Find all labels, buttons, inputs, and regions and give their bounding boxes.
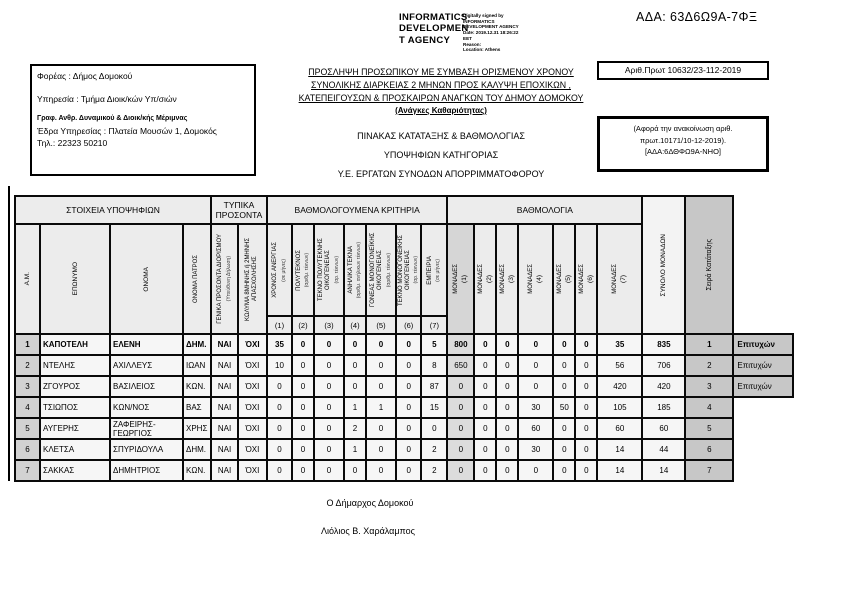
score-1-cell: 800 (447, 334, 474, 355)
score-1-cell: 0 (447, 397, 474, 418)
criterion-1-cell: 0 (267, 376, 292, 397)
score-4-cell: 0 (518, 355, 553, 376)
signature-agency-line: T AGENCY (399, 34, 451, 46)
criterion-1-cell: 35 (267, 334, 292, 355)
criterion-4-cell: 1 (344, 397, 366, 418)
column-label: ΕΠΩΝΥΜΟ (71, 262, 79, 296)
name-cell: ΑΧΙΛΛΕΥΣ (110, 355, 183, 376)
score-4-cell: 30 (518, 439, 553, 460)
signature-agency-line: INFORMATICS (399, 12, 468, 23)
score-3-cell: 0 (496, 334, 518, 355)
score-3-cell: 0 (496, 355, 518, 376)
criterion-7-cell: 8 (421, 355, 447, 376)
criterion-1-cell: 0 (267, 418, 292, 439)
criterion-4-cell: 1 (344, 439, 366, 460)
column-sublabel: (αριθμ. τέκνων) (385, 252, 392, 288)
column-header-rank (685, 196, 733, 334)
criterion-7-cell: 5 (421, 334, 447, 355)
signature-agency-name (399, 12, 469, 46)
column-number: (1) (461, 275, 469, 283)
criterion-4-cell: 2 (344, 418, 366, 439)
criterion-number: (6) (396, 316, 421, 334)
column-header-score-5 (553, 224, 575, 334)
score-7-cell: 56 (597, 355, 642, 376)
category-title: ΥΠΟΨΗΦΙΩΝ ΚΑΤΗΓΟΡΙΑΣ (383, 149, 499, 160)
table-row (15, 418, 793, 439)
am-cell: 4 (15, 397, 40, 418)
column-number: (5) (564, 275, 572, 283)
signature-detail-line: EET (463, 35, 472, 41)
criterion-1-cell: 0 (267, 439, 292, 460)
column-header-score-2 (474, 224, 496, 334)
rank-cell: 3 (685, 376, 733, 397)
column-header-general-qualifications (211, 224, 238, 334)
criterion-7-cell: 2 (421, 460, 447, 481)
status-cell: Επιτυχών (733, 334, 793, 355)
score-7-cell: 14 (597, 460, 642, 481)
criterion-2-cell: 0 (292, 460, 314, 481)
rank-cell: 5 (685, 418, 733, 439)
column-label: ΟΝΟΜΑ (143, 266, 150, 292)
table-row (15, 355, 793, 376)
father-name-cell: ΚΩΝ. (183, 376, 211, 397)
column-label: ΤΕΚΝΟ ΠΟΛΥΤΕΚΝΗΣ ΟΙΚΟΓΕΝΕΙΑΣ (318, 238, 332, 302)
name-cell: ΒΑΣΙΛΕΙΟΣ (110, 376, 183, 397)
reference-line-3: [ΑΔΑ:6ΔΘΦΩ9Α-ΝΗΟ] (644, 147, 722, 157)
score-5-cell: 0 (553, 460, 575, 481)
score-2-cell: 0 (474, 397, 496, 418)
score-6-cell: 0 (575, 439, 597, 460)
empty-cell (733, 397, 793, 418)
criterion-5-cell: 0 (366, 355, 396, 376)
score-7-cell: 60 (597, 418, 642, 439)
score-4-cell: 0 (518, 334, 553, 355)
column-sublabel: (σε μήνες) (435, 258, 442, 282)
criterion-4-cell: 0 (344, 355, 366, 376)
score-2-cell: 0 (474, 418, 496, 439)
score-3-cell: 0 (496, 439, 518, 460)
general-qualifications-cell: ΝΑΙ (211, 397, 238, 418)
am-cell: 1 (15, 334, 40, 355)
title-block (276, 66, 606, 179)
table-row (15, 439, 793, 460)
column-number: (3) (507, 275, 515, 283)
column-sublabel: (Υπεύθυνη Δήλωση) (225, 256, 232, 302)
signature-detail-line: DEVELOPMENT AGENCY (463, 24, 519, 30)
name-cell: ΕΛΕΝΗ (110, 334, 183, 355)
am-cell: 5 (15, 418, 40, 439)
criterion-6-cell: 0 (396, 418, 421, 439)
surname-cell: ΝΤΕΛΗΣ (40, 355, 110, 376)
score-1-cell: 0 (447, 460, 474, 481)
column-header-criterion-4 (344, 224, 366, 316)
table-row (15, 460, 793, 481)
criterion-3-cell: 0 (314, 334, 344, 355)
surname-cell: ΑΥΓΕΡΗΣ (40, 418, 110, 439)
surname-cell: ΚΛΕΤΣΑ (40, 439, 110, 460)
name-cell: ΣΠΥΡΙΔΟΥΛΑ (110, 439, 183, 460)
column-label: ΜΟΝΑΔΕΣ (499, 264, 506, 294)
score-5-cell: 0 (553, 418, 575, 439)
column-number: (2) (485, 275, 493, 283)
score-6-cell: 0 (575, 376, 597, 397)
group-header-qualifications: ΤΥΠΙΚΑ ΠΡΟΣΟΝΤΑ (211, 196, 267, 224)
score-3-cell: 0 (496, 460, 518, 481)
criterion-5-cell: 0 (366, 460, 396, 481)
score-5-cell: 0 (553, 334, 575, 355)
criterion-3-cell: 0 (314, 397, 344, 418)
criterion-number: (4) (344, 316, 366, 334)
criterion-2-cell: 0 (292, 397, 314, 418)
group-header-criteria: ΒΑΘΜΟΛΟΓΟΥΜΕΝΑ ΚΡΙΤΗΡΙΑ (267, 196, 447, 224)
column-number: (7) (620, 275, 628, 283)
am-cell: 3 (15, 376, 40, 397)
criterion-1-cell: 10 (267, 355, 292, 376)
signer-title: Ο Δήμαρχος Δομοκού (326, 498, 414, 508)
column-header-surname (40, 224, 110, 334)
column-header-criterion-7 (421, 224, 447, 316)
surname-cell: ΚΑΠΟΤΕΛΗ (40, 334, 110, 355)
column-label: ΜΟΝΑΔΕΣ (528, 264, 535, 294)
criterion-6-cell: 0 (396, 334, 421, 355)
rank-cell: 2 (685, 355, 733, 376)
surname-cell: ΣΑΚΚΑΣ (40, 460, 110, 481)
score-6-cell: 0 (575, 418, 597, 439)
criterion-4-cell: 0 (344, 334, 366, 355)
column-number: (6) (586, 275, 594, 283)
group-header-scores: ΒΑΘΜΟΛΟΓΙΑ (447, 196, 642, 224)
criterion-3-cell: 0 (314, 439, 344, 460)
score-1-cell: 0 (447, 418, 474, 439)
criterion-3-cell: 0 (314, 355, 344, 376)
table-row (15, 397, 793, 418)
criterion-number: (3) (314, 316, 344, 334)
column-label: ΕΜΠΕΙΡΙΑ (427, 255, 434, 285)
rank-cell: 7 (685, 460, 733, 481)
criterion-2-cell: 0 (292, 376, 314, 397)
title-line-3: ΚΑΤΕΠΕΙΓΟΥΣΩΝ & ΠΡΟΣΚΑΙΡΩΝ ΑΝΑΓΚΩΝ ΤΟΥ ΔΗΜΟΥ ΔΟΜΟΚΟΥ (298, 93, 584, 104)
impediment-cell: ΌΧΙ (238, 439, 267, 460)
criterion-number: (7) (421, 316, 447, 334)
column-sublabel: (αρ. τέκνων) (413, 256, 420, 284)
total-score-cell: 60 (642, 418, 685, 439)
group-header-row (15, 196, 793, 224)
general-qualifications-cell: ΝΑΙ (211, 418, 238, 439)
column-number: (4) (536, 275, 544, 283)
column-label: ΑΝΗΛΙΚΑ ΤΕΚΝΑ (347, 246, 354, 294)
criterion-2-cell: 0 (292, 439, 314, 460)
am-cell: 2 (15, 355, 40, 376)
column-label: ΜΟΝΑΔΕΣ (477, 264, 484, 294)
status-cell: Επιτυχών (733, 355, 793, 376)
total-score-cell: 14 (642, 460, 685, 481)
column-label: ΜΟΝΑΔΕΣ (556, 264, 563, 294)
column-label: ΜΟΝΑΔΕΣ (612, 264, 619, 294)
empty-header-cell (733, 196, 793, 334)
criterion-6-cell: 0 (396, 376, 421, 397)
criterion-1-cell: 0 (267, 397, 292, 418)
column-label: Α.Μ. (24, 272, 31, 286)
ranking-table-container (14, 195, 794, 482)
column-header-impediment (238, 224, 267, 334)
signature-detail-line: Location: Athens (463, 47, 501, 53)
name-cell: ΖΑΦΕΙΡΗΣ-ΓΕΩΡΓΙΟΣ (110, 418, 183, 439)
column-label: ΚΩΛΥΜΑ 8ΜΗΝΗΣ ή 2ΜΗΝΗΣ ΑΠΑΣΧΟΛΗΣΗΣ (245, 237, 259, 321)
score-3-cell: 0 (496, 376, 518, 397)
score-1-cell: 0 (447, 376, 474, 397)
father-name-cell: ΙΩΑΝ (183, 355, 211, 376)
empty-cell (733, 460, 793, 481)
score-1-cell: 0 (447, 439, 474, 460)
score-2-cell: 0 (474, 334, 496, 355)
score-4-cell: 0 (518, 460, 553, 481)
criterion-5-cell: 0 (366, 334, 396, 355)
am-cell: 7 (15, 460, 40, 481)
column-header-score-1 (447, 224, 474, 334)
column-label: ΜΟΝΑΔΕΣ (453, 264, 460, 294)
column-label: Σειρά Κατάταξης (705, 239, 713, 291)
column-header-criterion-3 (314, 224, 344, 316)
score-7-cell: 35 (597, 334, 642, 355)
score-6-cell: 0 (575, 355, 597, 376)
empty-cell (733, 439, 793, 460)
org-phone: Τηλ.: 22323 50210 (37, 138, 108, 148)
score-1-cell: 650 (447, 355, 474, 376)
ranking-table (14, 195, 794, 482)
column-label: ΜΟΝΑΔΕΣ (578, 264, 585, 294)
score-4-cell: 0 (518, 376, 553, 397)
status-cell: Επιτυχών (733, 376, 793, 397)
score-2-cell: 0 (474, 355, 496, 376)
org-address: Έδρα Υπηρεσίας : Πλατεία Μουσών 1, Δομοκός (37, 126, 217, 136)
criterion-6-cell: 0 (396, 355, 421, 376)
column-header-criterion-6 (396, 224, 421, 316)
score-4-cell: 30 (518, 397, 553, 418)
general-qualifications-cell: ΝΑΙ (211, 376, 238, 397)
father-name-cell: ΧΡΗΣ (183, 418, 211, 439)
column-header-am (15, 224, 40, 334)
criterion-6-cell: 0 (396, 439, 421, 460)
impediment-cell: ΌΧΙ (238, 397, 267, 418)
specialty-title: Υ.Ε. ΕΡΓΑΤΩΝ ΣΥΝΟΔΩΝ ΑΠΟΡΡΙΜΜΑΤΟΦΟΡΟΥ (337, 168, 545, 179)
total-score-cell: 420 (642, 376, 685, 397)
impediment-cell: ΌΧΙ (238, 334, 267, 355)
rank-cell: 4 (685, 397, 733, 418)
total-score-cell: 706 (642, 355, 685, 376)
father-name-cell: ΔΗΜ. (183, 439, 211, 460)
criterion-4-cell: 0 (344, 460, 366, 481)
column-header-score-6 (575, 224, 597, 334)
column-sublabel: (αρ. τέκνων) (333, 256, 340, 284)
score-7-cell: 420 (597, 376, 642, 397)
rank-cell: 1 (685, 334, 733, 355)
criterion-6-cell: 0 (396, 460, 421, 481)
score-6-cell: 0 (575, 334, 597, 355)
column-label: ΠΟΛΥΤΕΚΝΟΣ (295, 249, 302, 291)
signature-detail-line: Date: 2019.12.31 18:26:22 (463, 30, 519, 36)
general-qualifications-cell: ΝΑΙ (211, 460, 238, 481)
reference-box (597, 116, 769, 172)
signature-detail-line: Reason: (463, 41, 482, 47)
reference-line-1: (Αφορά την ανακοίνωση αριθ. (633, 124, 733, 133)
column-header-criterion-2 (292, 224, 314, 316)
score-2-cell: 0 (474, 460, 496, 481)
column-header-total (642, 196, 685, 334)
surname-cell: ΤΣΙΩΠΟΣ (40, 397, 110, 418)
org-office: Γραφ. Ανθρ. Δυναμικού & Διοικ/κής Μέριμνας (37, 115, 188, 122)
score-5-cell: 0 (553, 355, 575, 376)
score-6-cell: 0 (575, 397, 597, 418)
name-cell: ΔΗΜΗΤΡΙΟΣ (110, 460, 183, 481)
title-line-2: ΣΥΝΟΛΙΚΗΣ ΔΙΑΡΚΕΙΑΣ 2 ΜΗΝΩΝ ΠΡΟΣ ΚΑΛΥΨΗ ΕΠΟΧΙΚΩΝ , (311, 80, 571, 91)
column-header-father-name (183, 224, 211, 334)
column-header-score-3 (496, 224, 518, 334)
column-sublabel: (σε μήνες) (280, 258, 287, 282)
total-score-cell: 835 (642, 334, 685, 355)
score-7-cell: 105 (597, 397, 642, 418)
column-sublabel: (αριθμ. ανήλικων τέκνων) (356, 241, 363, 299)
score-4-cell: 60 (518, 418, 553, 439)
impediment-cell: ΌΧΙ (238, 418, 267, 439)
criterion-2-cell: 0 (292, 355, 314, 376)
score-7-cell: 14 (597, 439, 642, 460)
signature-agency-line: DEVELOPMEN (399, 23, 469, 35)
father-name-cell: ΚΩΝ. (183, 460, 211, 481)
impediment-cell: ΌΧΙ (238, 355, 267, 376)
total-score-cell: 185 (642, 397, 685, 418)
ada-code: ΑΔΑ: 63Δ6Ω9Α-7ΦΞ (636, 10, 758, 24)
table-title: ΠΙΝΑΚΑΣ ΚΑΤΑΤΑΞΗΣ & ΒΑΘΜΟΛΟΓΙΑΣ (357, 130, 525, 141)
criterion-7-cell: 87 (421, 376, 447, 397)
column-header-criterion-1 (267, 224, 292, 316)
group-header-candidates: ΣΤΟΙΧΕΙΑ ΥΠΟΨΗΦΙΩΝ (15, 196, 211, 224)
criterion-number: (2) (292, 316, 314, 334)
column-header-score-7 (597, 224, 642, 334)
general-qualifications-cell: ΝΑΙ (211, 355, 238, 376)
criterion-6-cell: 0 (396, 397, 421, 418)
org-entity: Φορέας : Δήμος Δομοκού (37, 71, 133, 81)
column-label: ΓΟΝΕΑΣ ΜΟΝΟΓΟΝΕΪΚΗΣ ΟΙΚΟΓΕΝΕΙΑΣ (370, 232, 384, 308)
signature-details (463, 13, 519, 53)
column-label: ΓΕΝΙΚΑ ΠΡΟΣΟΝΤΑ ΔΙΟΡΙΣΜΟΥ (217, 234, 224, 324)
criterion-4-cell: 0 (344, 376, 366, 397)
criterion-3-cell: 0 (314, 376, 344, 397)
impediment-cell: ΌΧΙ (238, 460, 267, 481)
rank-cell: 6 (685, 439, 733, 460)
name-cell: ΚΩΝ/ΝΟΣ (110, 397, 183, 418)
criterion-5-cell: 0 (366, 439, 396, 460)
page-margin-rule (8, 186, 10, 481)
criterion-number: (5) (366, 316, 396, 334)
criterion-5-cell: 0 (366, 418, 396, 439)
column-sublabel: (αριθμ. τέκνων) (304, 252, 311, 288)
score-2-cell: 0 (474, 439, 496, 460)
column-header-name (110, 224, 183, 334)
table-row (15, 376, 793, 397)
score-5-cell: 50 (553, 397, 575, 418)
total-score-cell: 44 (642, 439, 685, 460)
score-3-cell: 0 (496, 418, 518, 439)
protocol-number-box: Αριθ.Πρωτ 10632/23-112-2019 (597, 61, 769, 80)
org-info-box (30, 64, 256, 176)
signature-detail-line: Digitally signed by (463, 13, 504, 18)
criterion-5-cell: 0 (366, 376, 396, 397)
column-label: ΤΕΚΝΟ ΜΟΝΟΓΟΝΕΪΚΗΣ ΟΙΚΟΓΕΝΕΙΑΣ (398, 234, 412, 306)
signature-detail-line: INFORMATICS (463, 18, 495, 24)
am-cell: 6 (15, 439, 40, 460)
criterion-7-cell: 2 (421, 439, 447, 460)
column-label: ΣΥΝΟΛΟ ΜΟΝΑΔΩΝ (660, 233, 668, 297)
surname-cell: ΖΓΟΥΡΟΣ (40, 376, 110, 397)
criterion-5-cell: 1 (366, 397, 396, 418)
father-name-cell: ΔΗΜ. (183, 334, 211, 355)
table-row (15, 334, 793, 355)
empty-cell (733, 418, 793, 439)
signer-name: Λιόλιος Β. Χαράλαμπος (321, 526, 415, 536)
general-qualifications-cell: ΝΑΙ (211, 439, 238, 460)
table-body (15, 334, 793, 481)
criterion-7-cell: 0 (421, 418, 447, 439)
criterion-7-cell: 15 (421, 397, 447, 418)
criterion-2-cell: 0 (292, 334, 314, 355)
criterion-3-cell: 0 (314, 418, 344, 439)
score-6-cell: 0 (575, 460, 597, 481)
score-2-cell: 0 (474, 376, 496, 397)
criterion-1-cell: 0 (267, 460, 292, 481)
general-qualifications-cell: ΝΑΙ (211, 334, 238, 355)
column-header-criterion-5 (366, 224, 396, 316)
org-service: Υπηρεσία : Τμήμα Διοικ/κών Υπ/σιών (37, 94, 177, 104)
father-name-cell: ΒΑΣ (183, 397, 211, 418)
criterion-3-cell: 0 (314, 460, 344, 481)
score-5-cell: 0 (553, 376, 575, 397)
criterion-2-cell: 0 (292, 418, 314, 439)
column-label: ΟΝΟΜΑ ΠΑΤΡΟΣ (193, 255, 200, 303)
column-label: ΧΡΟΝΟΣ ΑΝΕΡΓΙΑΣ (272, 242, 279, 298)
score-5-cell: 0 (553, 439, 575, 460)
impediment-cell: ΌΧΙ (238, 376, 267, 397)
score-3-cell: 0 (496, 397, 518, 418)
title-line-1: ΠΡΟΣΛΗΨΗ ΠΡΟΣΩΠΙΚΟΥ ΜΕ ΣΥΜΒΑΣΗ ΟΡΙΣΜΕΝΟΥ ΧΡΟΝΟΥ (308, 67, 574, 77)
title-line-4: (Ανάγκες Καθαριότητας) (395, 106, 487, 116)
reference-line-2: πρωτ.10171/10-12-2019). (639, 135, 727, 145)
column-header-score-4 (518, 224, 553, 334)
criterion-number: (1) (267, 316, 292, 334)
